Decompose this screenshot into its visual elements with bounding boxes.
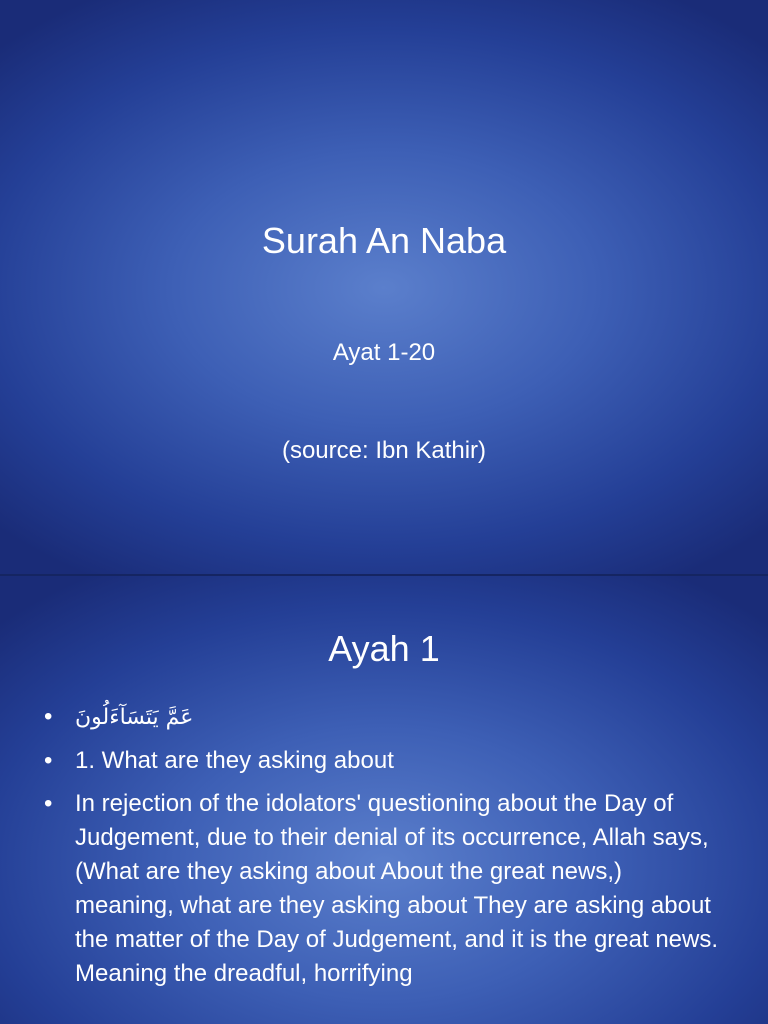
bullet-dot-icon: • (44, 703, 53, 730)
source-subtitle: (source: Ibn Kathir) (281, 437, 487, 464)
bullet-dot-icon: • (44, 790, 53, 817)
bullet-arabic-verse (44, 700, 724, 735)
bullet-translation (44, 744, 724, 778)
arabic-verse-text: عَمَّ يَتَسَآءَلُونَ (75, 705, 194, 730)
ayah-heading: Ayah 1 (328, 628, 440, 669)
tafsir-text: In rejection of the idolators' questioning about the Day of Judgement, due to their denial of its occurrence, Allah says, (What are they asking about About the great news,) meaning, what are they asking about They are asking about the matter of the Day of Judgement, and it is the great news. Meaning the dreadful, horrifying (75, 790, 719, 987)
ayah-bullet-list (44, 700, 724, 1000)
slide-title-heading: Surah An Naba (261, 220, 507, 261)
bullet-dot-icon: • (44, 747, 53, 774)
translation-text: 1. What are they asking about (75, 747, 394, 774)
ayat-range-subtitle: Ayat 1-20 (332, 339, 436, 366)
bullet-tafsir (44, 787, 724, 991)
slide-ayah-1 (0, 576, 768, 1024)
